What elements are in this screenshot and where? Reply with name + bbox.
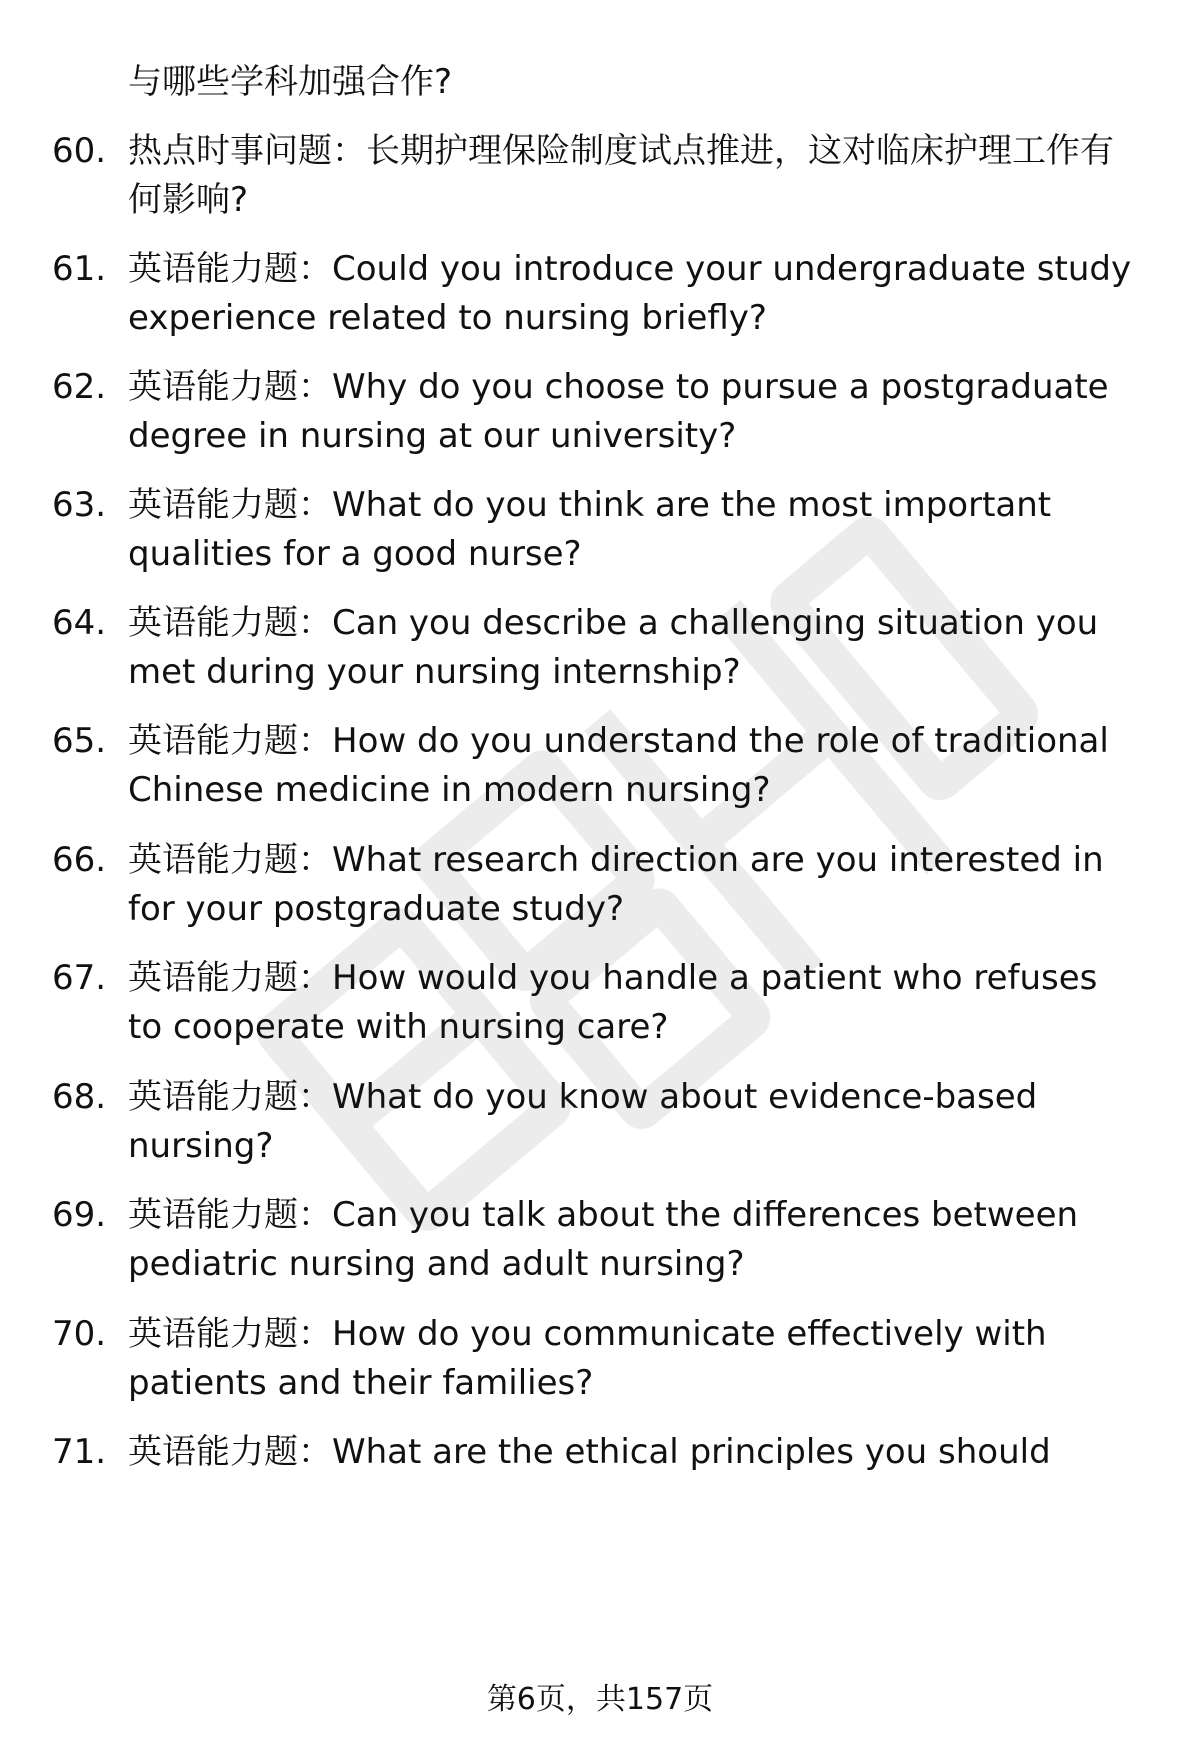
item-text: 英语能力题：What do you know about evidence-based nursing? <box>128 1077 1038 1166</box>
item-text: 英语能力题：What research direction are you interested in for your postgraduate study? <box>128 840 1104 929</box>
item-text: 英语能力题：How do you communicate effectively with patients and their families? <box>128 1314 1047 1403</box>
list-item <box>52 954 1152 1052</box>
item-number: 70. <box>52 1314 107 1354</box>
list-item <box>52 363 1152 461</box>
list-item <box>52 1073 1152 1171</box>
list-item <box>52 599 1152 697</box>
list-item <box>52 717 1152 815</box>
item-text: 英语能力题：What are the ethical principles you should <box>128 1432 1051 1472</box>
item-text: 英语能力题：How do you understand the role of traditional Chinese medicine in modern nursing? <box>128 721 1109 810</box>
item-number: 68. <box>52 1077 107 1117</box>
item-number: 62. <box>52 367 107 407</box>
list-item <box>52 1191 1152 1289</box>
item-number: 67. <box>52 958 107 998</box>
list-item <box>52 127 1152 225</box>
item-number: 61. <box>52 249 107 289</box>
item-number: 66. <box>52 840 107 880</box>
list-item <box>52 245 1152 343</box>
continued-question-text: 与哪些学科加强合作? <box>128 62 453 102</box>
item-text: 热点时事问题：长期护理保险制度试点推进，这对临床护理工作有何影响? <box>128 131 1114 220</box>
item-text: 英语能力题：Why do you choose to pursue a postgraduate degree in nursing at our university? <box>128 367 1109 456</box>
item-number: 71. <box>52 1432 107 1472</box>
item-text: 英语能力题：Can you describe a challenging situation you met during your nursing internship? <box>128 603 1099 692</box>
list-item <box>52 1310 1152 1408</box>
item-text: 英语能力题：Could you introduce your undergraduate study experience related to nursing briefly? <box>128 249 1132 338</box>
page-footer: 第6页，共157页 <box>486 1682 714 1717</box>
item-number: 60. <box>52 131 107 171</box>
list-item <box>52 481 1152 579</box>
item-text: 英语能力题：Can you talk about the differences between pediatric nursing and adult nursing? <box>128 1195 1079 1284</box>
item-number: 64. <box>52 603 107 643</box>
item-number: 69. <box>52 1195 107 1235</box>
list-item <box>52 1428 1152 1477</box>
item-text: 英语能力题：What do you think are the most important qualities for a good nurse? <box>128 485 1052 574</box>
list-item <box>52 836 1152 934</box>
item-number: 65. <box>52 721 107 761</box>
item-number: 63. <box>52 485 107 525</box>
item-text: 英语能力题：How would you handle a patient who refuses to cooperate with nursing care? <box>128 958 1098 1047</box>
